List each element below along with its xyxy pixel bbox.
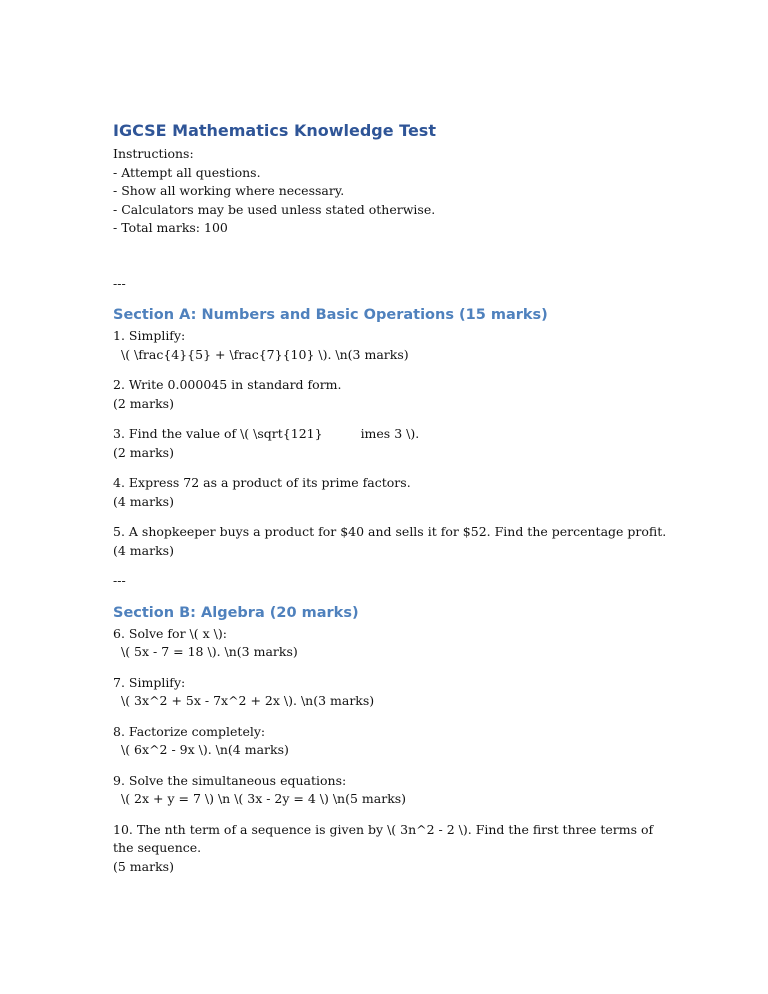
question-text: 9. Solve the simultaneous equations: [113,772,347,788]
question-expression: \( 6x^2 - 9x \). \n(4 marks) [121,742,289,757]
instruction-item: - Total marks: 100 [113,220,228,235]
section-b-title: Section B: Algebra (20 marks) [113,604,359,621]
question-8 [113,723,658,760]
question-text: 10. The nth term of a sequence is given by \( 3n^2 - 2 \). Find the first three terms of the sequence. [113,821,654,855]
question-10 [113,821,658,877]
question-2 [113,376,658,413]
question-marks: (5 marks) [113,858,174,874]
question-text: 2. Write 0.000045 in standard form. [113,377,342,392]
question-7 [113,674,658,711]
instruction-item: - Attempt all questions. [113,164,261,180]
question-expression: \( 3x^2 + 5x - 7x^2 + 2x \). \n(3 marks) [121,693,375,708]
question-marks: (2 marks) [113,395,174,411]
question-marks: (4 marks) [113,542,174,558]
instructions-heading: Instructions: [113,146,194,161]
question-text: 1. Simplify: [113,328,186,343]
question-expression: \( 5x - 7 = 18 \). \n(3 marks) [121,644,298,659]
question-text: 7. Simplify: [113,674,186,690]
question-expression: \( 2x + y = 7 \) \n \( 3x - 2y = 4 \) \n(5 marks) [121,791,407,806]
question-text-part: imes 3 \). [360,426,420,441]
section-a-title: Section A: Numbers and Basic Operations (15 marks) [113,307,548,323]
question-text: 5. A shopkeeper buys a product for $40 and sells it for $52. Find the percentage profit. [113,524,667,539]
question-text-part: 3. Find the value of \( \sqrt{121} [113,426,323,441]
separator: --- [113,573,126,588]
separator: --- [113,275,126,291]
question-text [113,425,658,444]
question-6 [113,625,658,662]
document-title: IGCSE Mathematics Knowledge Test [113,121,436,140]
question-4 [113,474,658,511]
question-marks: (4 marks) [113,493,174,509]
question-5 [113,523,667,560]
instruction-item: - Calculators may be used unless stated otherwise. [113,201,436,217]
instructions-block [113,145,658,238]
instruction-item: - Show all working where necessary. [113,183,345,198]
document-content [113,120,667,888]
question-text: 4. Express 72 as a product of its prime factors. [113,475,411,490]
question-text: 6. Solve for \( x \): [113,625,227,641]
question-1 [113,327,658,364]
question-text: 8. Factorize completely: [113,723,266,739]
question-marks: (2 marks) [113,444,174,460]
question-9 [113,772,658,809]
question-expression: \( \frac{4}{5} + \frac{7}{10} \). \n(3 marks) [121,346,409,362]
question-3 [113,425,658,462]
